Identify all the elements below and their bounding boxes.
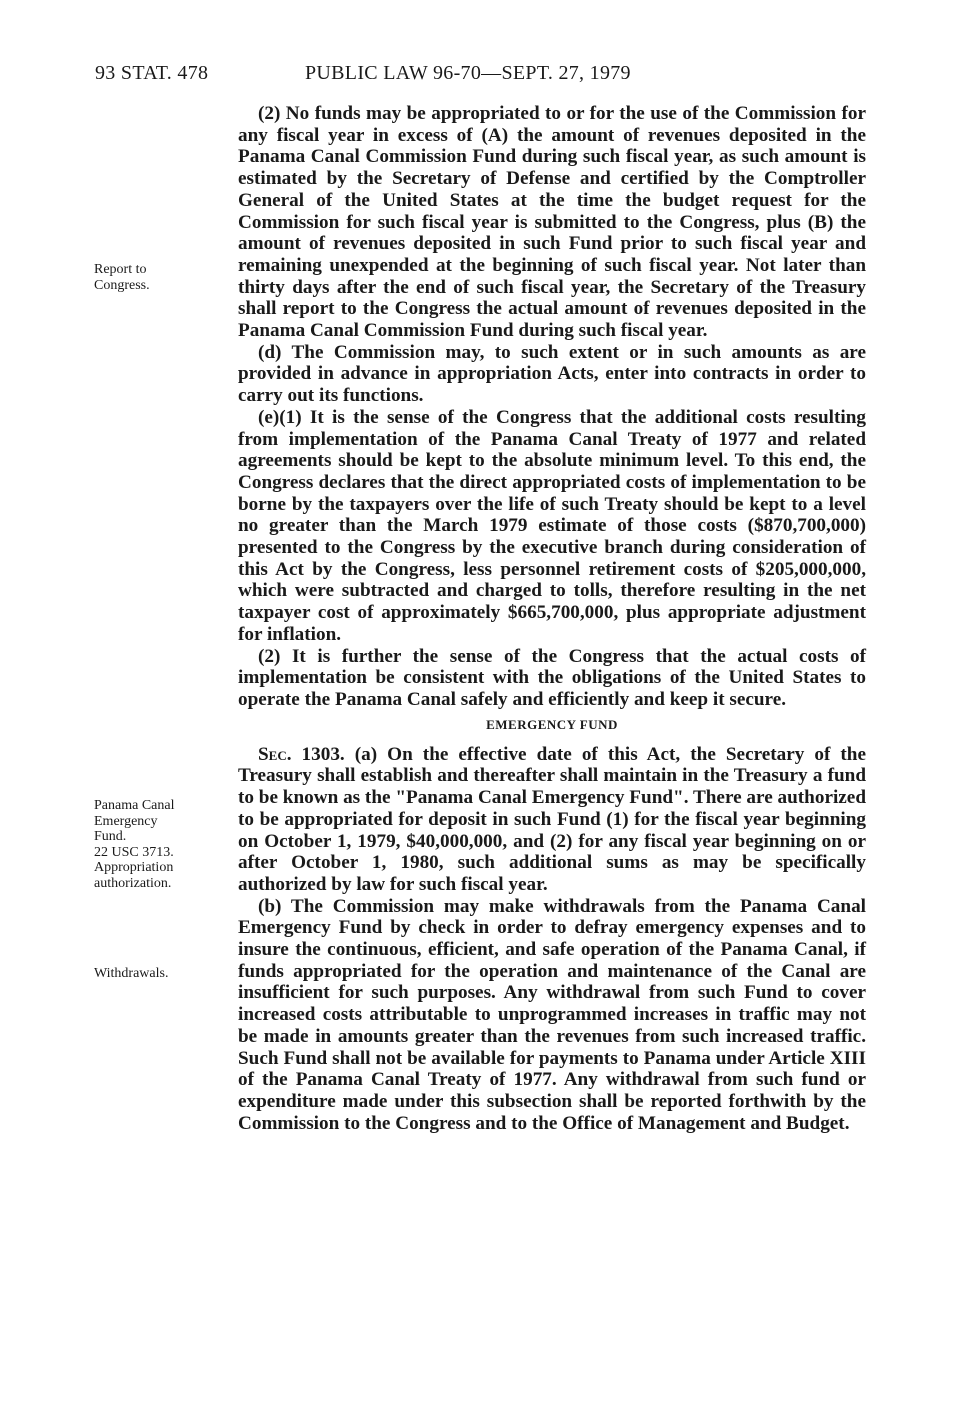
margin-note-line: Appropriation — [94, 860, 174, 875]
margin-note-report — [94, 262, 150, 293]
margin-note-line: Emergency — [94, 813, 158, 829]
paragraph-e1: (e)(1) It is the sense of the Congress that the additional costs resulting from implementation of the Panama Canal Treaty of 1977 and related agreements should be kept to the absolute minimum level. To this end, the Congress declares that the direct appropriated costs of implementation to be borne by the taxpayers over the life of such Treaty should be kept to a level no greater than the March 1979 estimate of those costs ($870,700,000) presented to the Congress by the executive branch during consideration of this Act by the Congress, less personnel retirement costs of $205,000,000, which were subtracted and charged to tolls, therefore resulting in the net taxpayer cost of approximately $665,700,000, plus appropriate adjustment for inflation. — [238, 406, 866, 645]
margin-note-line: Report to — [94, 262, 147, 277]
page-header-title: PUBLIC LAW 96-70—SEPT. 27, 1979 — [305, 62, 631, 84]
body-text — [238, 103, 866, 1134]
paragraph-d: (d) The Commission may, to such extent or in such amounts as are provided in advance in appropriation Acts, enter into contracts in order to carry out its functions. — [238, 341, 866, 407]
margin-note-line: authorization. — [94, 875, 172, 891]
page-header-left: 93 STAT. 478 — [95, 62, 209, 84]
section-heading: EMERGENCY FUND — [486, 716, 618, 732]
paragraph-sec-1303-b: (b) The Commission may make withdrawals from the Panama Canal Emergency Fund by check in order to defray emergency expenses and to insure the continuous, efficient, and safe operation of the Panama Canal, if funds appropriated for the operation and maintenance of the Canal are insufficient for such purposes. Any withdrawal from such Fund to cover increased costs attributable to unprogrammed increases in traffic may not be made in amounts greater than the revenues from such increased traffic. Such Fund shall not be available for payments to Panama under Article XIII of the Panama Canal Treaty of 1977. Any withdrawal from such fund or expenditure made under this subsection shall be reported forthwith by the Commission to the Congress and to the Office of Management and Budget. — [238, 895, 866, 1134]
section-number: Sec. 1303. — [258, 743, 345, 765]
paragraph-c2: (2) No funds may be appropriated to or for the use of the Commission for any fiscal year in excess of (A) the amount of revenues deposited in the Panama Canal Commission Fund during such fiscal year, as such amount is estimated by the Secretary of Defense and certified by the Comptroller General of the United States at the time the budget request for the Commission for such fiscal year is submitted to the Congress, plus (B) the amount of revenues deposited in such Fund prior to such fiscal year and remaining unexpended at the beginning of such fiscal year. Not later than thirty days after the end of such fiscal year, the Secretary of the Treasury shall report to the Congress the actual amount of revenues deposited in the Panama Canal Commission Fund during such fiscal year. — [238, 103, 866, 342]
margin-note-line: Panama Canal — [94, 798, 175, 813]
margin-note-fund — [94, 798, 174, 891]
margin-note-line: Withdrawals. — [94, 966, 169, 981]
paragraph-sec-1303-a — [238, 744, 866, 896]
margin-note-withdrawals — [94, 966, 168, 982]
margin-note-line: Fund. — [94, 829, 127, 844]
margin-note-line: 22 USC 3713. — [94, 844, 174, 860]
section-text: (a) On the effective date of this Act, the Secretary of the Treasury shall establish and thereafter shall maintain in the Treasury a fund to be known as the "Panama Canal Emergency Fund". There are authorized to be appropriated for deposit in such Fund (1) for the fiscal year beginning on October 1, 1979, $40,000,000, and (2) for any fiscal year beginning on or after October 1, 1980, such additional sums as may be specifically authorized by law for such fiscal year. — [238, 743, 866, 895]
paragraph-e2: (2) It is further the sense of the Congress that the actual costs of implementation be consistent with the obligations of the United States to operate the Panama Canal safely and efficiently and keep it secure. — [238, 645, 866, 710]
margin-note-line: Congress. — [94, 277, 150, 293]
